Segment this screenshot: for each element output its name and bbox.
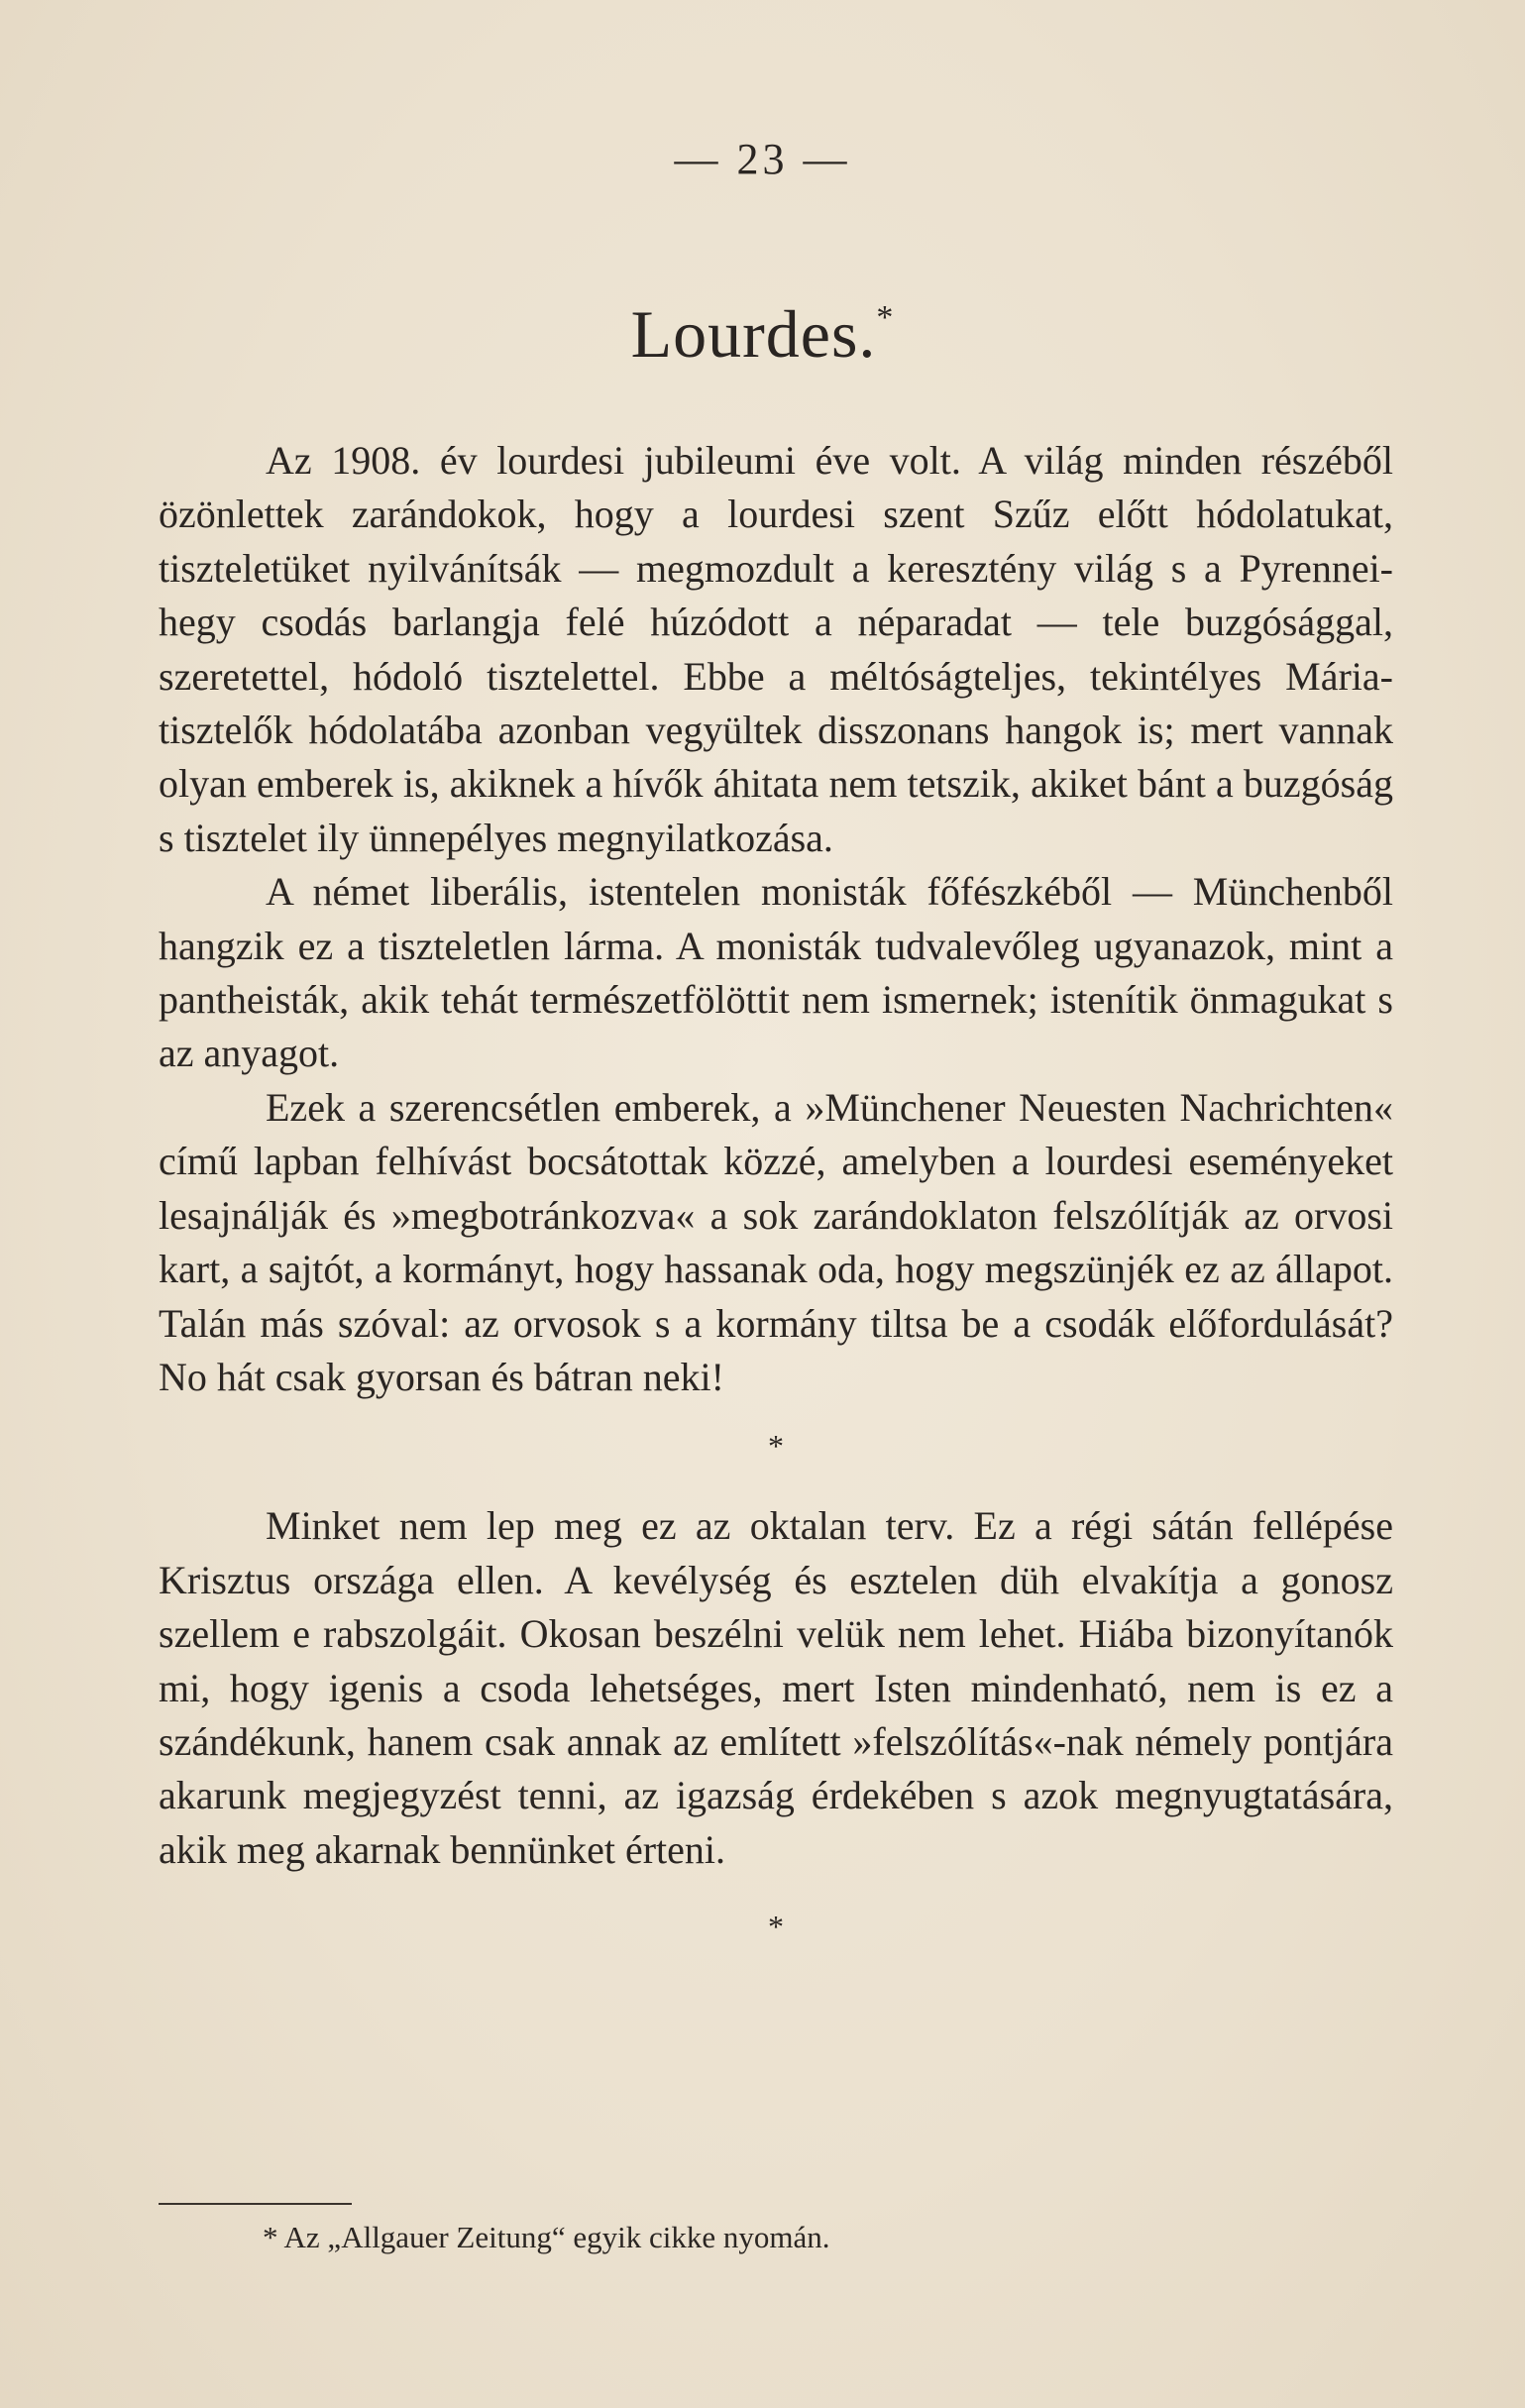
footnote: * Az „Allgauer Zeitung“ egyik cikke nyomán. xyxy=(263,2220,830,2254)
title-footnote-marker: * xyxy=(876,299,895,336)
footnote-divider xyxy=(159,2203,352,2205)
page-number: — 23 — xyxy=(674,135,851,183)
paragraph-3: Ezek a szerencsétlen emberek, a »Münchener Neuesten Nachrichten« című lapban felhívást bocsátottak közzé, amelyben a lourdesi eseményeket lesajnálják és »megbotránkozva« a sok zarándoklaton felszólítják az orvosi kart, a sajtót, a kormányt, hogy hassanak oda, hogy megszünjék ez az állapot. Talán más szóval: az orvosok s a kormány tiltsa be a csodák előfordulását? No hát csak gyorsan és bátran neki! xyxy=(159,1084,1393,1399)
paragraph-1: Az 1908. év lourdesi jubileumi éve volt. A világ minden részéből özönlettek zarándokok, hogy a lourdesi szent Szűz előtt hódolatukat, tiszteletüket nyilvánítsák — megmozdult a keresztény világ s a Pyrennei-hegy csodás barlangja felé húzódott a néparadat — tele buzgósággal, szeretettel, hódoló tisztelettel. Ebbe a méltóságteljes, tekintélyes Mária-tisztelők hódolatába azonban vegyültek disszonans hangok is; mert vannak olyan emberek is, akiknek a hívők áhitata nem tetszik, akiket bánt a buzgóság s tisztelet ily ünnepélyes megnyilatkozása. xyxy=(159,438,1393,860)
body-text xyxy=(159,434,1393,1946)
paragraph-4: Minket nem lep meg ez az oktalan terv. Ez a régi sátán fellépése Krisztus országa ellen. A kevélység és esztelen düh elvakítja a gonosz szellem e rabszolgáit. Okosan beszélni velük nem lehet. Hiába bizonyítanók mi, hogy igenis a csoda lehetséges, mert Isten mindenható, nem is ez a szándékunk, hanem csak annak az említett »felszólítás«-nak némely pontjára akarunk megjegyzést tenni, az igazság érdekében s azok megnyugtatására, akik meg akarnak bennünket érteni. xyxy=(159,1503,1393,1872)
section-separator-asterisk-end: * xyxy=(768,1909,784,1945)
paragraph-2: A német liberális, istentelen monisták főfészkéből — Münchenből hangzik ez a tiszteletlen lárma. A monisták tudvalevőleg ugyanazok, mint a pantheisták, akik tehát természetfölöttit nem ismernek; istenítik önmagukat s az anyagot. xyxy=(159,869,1393,1076)
page-title xyxy=(0,295,1525,374)
section-separator-asterisk: * xyxy=(768,1428,784,1465)
title-text: Lourdes. xyxy=(630,296,877,372)
